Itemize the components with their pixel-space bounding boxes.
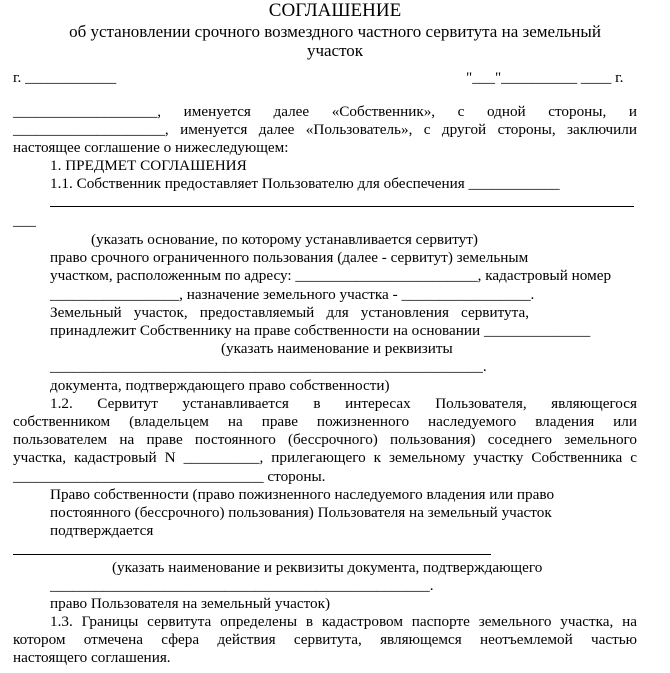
clause-1-1-line-10: _________________________________________________________. [50,358,487,375]
blank-rule [13,554,491,555]
clause-1-3-line-2: котором отмечена сфера действия сервитута, являющемся неотъемлемой частью [13,631,637,648]
clause-1-2-line-8: подтверждается [50,522,154,539]
clause-1-2-hint-document: (указать наименование и реквизиты документа, подтверждающего [112,559,543,576]
clause-1-2-line-6: Право собственности (право пожизненного наследуемого владения или право [50,486,555,503]
city-line: г. ____________ [13,69,117,86]
user-text: , именуется далее «Пользователь», с другой стороны, заключили [164,121,637,138]
document-title: СОГЛАШЕНИЕ [268,0,402,21]
clause-1-1-line-11: документа, подтверждающего право собственности) [50,377,390,394]
clause-1-3-line-3: настоящего соглашения. [13,649,171,666]
clause-1-1-line-2: ___ [13,212,36,229]
document-subtitle: об установлении срочного возмездного частного сервитута на земельный [69,22,601,41]
document-subtitle-continued: участок [306,41,364,60]
clause-1-1-line-8: принадлежит Собственнику на праве собственности на основании ______________ [50,322,591,339]
owner-text: , именуется далее «Собственник», с одной стороны, и [157,103,637,120]
clause-1-2-line-3: пользователем на праве постоянного (бессрочного) пользования) соседнего земельного [13,431,637,448]
user-blank: ____________________ [13,121,165,138]
clause-1-2-line-5: _________________________________ стороны. [13,468,326,485]
owner-blank: ___________________ [13,103,158,120]
clause-1-2-line-4: участка, кадастровый N __________, прилегающего к земельному участку Собственника с [13,449,637,466]
clause-1-1-hint-document: (указать наименование и реквизиты [221,340,453,357]
clause-1-1-line-6: _________________, назначение земельного участка - _________________. [50,286,535,303]
clause-1-1-line-4: право срочного ограниченного пользования (далее - сервитут) земельным [50,249,529,266]
clause-1-2-line-7: постоянного (бессрочного) пользования) Пользователя на земельный участок [50,504,552,521]
parties-line-2 [13,121,637,139]
blank-rule [50,206,634,207]
clause-1-1-line-7: Земельный участок, предоставляемый для установления сервитута, [50,304,529,321]
clause-1-2-line-10: __________________________________________________. [50,577,434,594]
parties-line-3: настоящее соглашение о нижеследующем: [13,139,289,156]
clause-1-2-line-11: право Пользователя на земельный участок) [50,595,331,612]
clause-1-1-line-5: участком, расположенным по адресу: ________________________, кадастровый номер [50,267,612,284]
clause-1-2-line-2: собственником (владельцем на праве пожизненного наследуемого владения или [13,413,637,430]
clause-1-3-line-1: 1.3. Границы сервитута определены в кадастровом паспорте земельного участка, на [50,613,637,630]
section-1-title: 1. ПРЕДМЕТ СОГЛАШЕНИЯ [50,157,247,174]
clause-1-2-line-1: 1.2. Сервитут устанавливается в интересах Пользователя, являющегося [50,395,637,412]
date-line: "___"__________ ____ г. [466,69,624,86]
parties-line-1 [13,103,637,121]
clause-1-1-hint-basis: (указать основание, по которому устанавливается сервитут) [91,231,478,248]
clause-1-1-line-1: 1.1. Собственник предоставляет Пользователю для обеспечения ____________ [50,175,560,192]
